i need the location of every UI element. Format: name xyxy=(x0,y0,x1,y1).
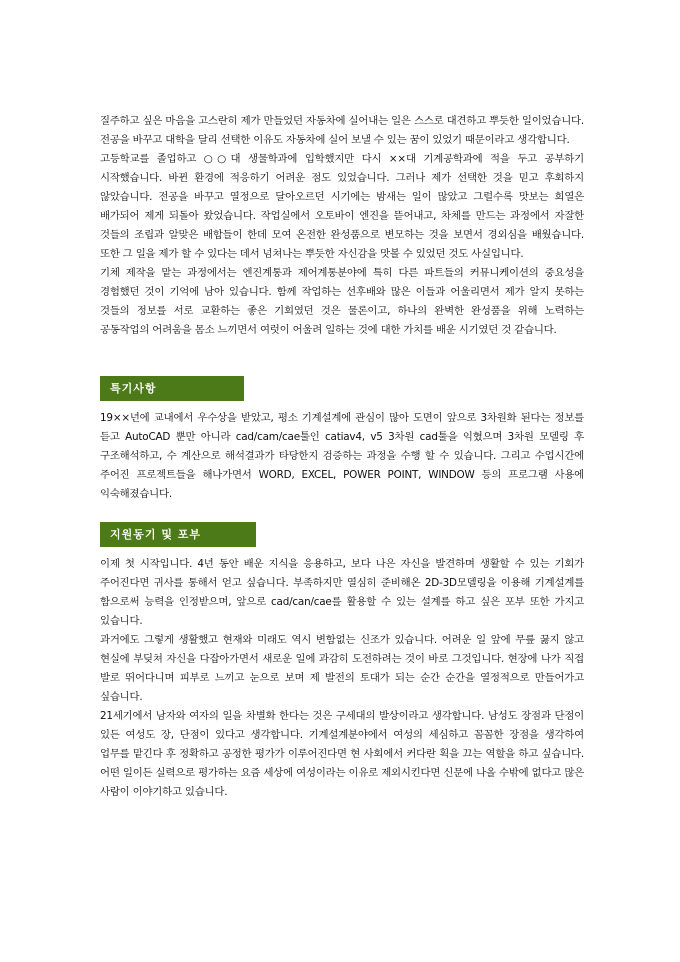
paragraph: 고등학교를 졸업하고 ○○대 생물학과에 입학했지만 다시 ××대 기계공학과에 적을 두고 공부하기 시작했습니다. 바뀐 환경에 적응하기 어려운 점도 있었습니다. 그러나 제가 선택한 것을 믿고 후회하지 않았습니다. 전공을 바꾸고 열정으로 달아오르던 시기에는 밤새는 일이 많았고 그럴수록 맛보는 희열은 배가되어 제게 되돌아 왔었습니다. 작업실에서 오토바이 엔진을 뜯어내고, 차체를 만드는 과정에서 자잘한 것들의 조립과 알맞은 배합들이 한데 모여 온전한 완성품으로 변모하는 것을 보면서 경외심을 배웠습니다. 또한 그 일을 제가 할 수 있다는 데서 넘쳐나는 뿌듯한 자신감을 맛볼 수 있었던 것도 사실입니다. xyxy=(100,153,584,260)
document-body xyxy=(100,112,584,802)
section-header-motivation: 지원동기 및 포부 xyxy=(100,522,256,547)
intro-section xyxy=(100,112,584,340)
paragraph: 질주하고 싶은 마음을 고스란히 제가 만들었던 자동차에 실어내는 일은 스스로 대견하고 뿌듯한 일이었습니다. 전공을 바꾸고 대학을 달리 선택한 이유도 자동차에 실어 보낼 수 있는 꿈이 있었기 때문이라고 생각합니다. xyxy=(100,115,584,146)
motivation-section xyxy=(100,555,584,802)
paragraph: 19××년에 교내에서 우수상을 받았고, 평소 기계설계에 관심이 많아 도면이 앞으로 3차원화 된다는 정보를 듣고 AutoCAD 뿐만 아니라 cad/cam/cae툴인 catiav4, v5 3차원 cad툴을 익혔으며 3차원 모델링 후 구조해석하고, 수 계산으로 해석결과가 타당한지 검증하는 과정을 수행 할 수 있습니다. 그리고 수업시간에 주어진 프로젝트들을 해나가면서 WORD, EXCEL, POWER POINT, WINDOW 등의 프로그램 사용에 익숙해졌습니다. xyxy=(100,412,584,500)
special-notes-section xyxy=(100,409,584,504)
paragraph: 21세기에서 남자와 여자의 일을 차별화 한다는 것은 구세대의 발상이라고 생각합니다. 남성도 장점과 단점이 있든 여성도 장, 단점이 있다고 생각합니다. 기계설계분야에서 여성의 세심하고 꼼꼼한 장점을 생각하여 업무를 맡긴다 후 정확하고 공정한 평가가 이루어진다면 현 사회에서 커다란 획을 끄는 역할을 하고 싶습니다. 어떤 일이든 실력으로 평가하는 요즘 세상에 여성이라는 이유로 제외시킨다면 신문에 나올 수밖에 없다고 많은 사람이 이야기하고 있습니다. xyxy=(100,710,584,798)
paragraph: 과거에도 그렇게 생활했고 현재와 미래도 역시 변함없는 신조가 있습니다. 어려운 일 앞에 무릎 꿇지 않고 현실에 부딪쳐 자신을 다잡아가면서 새로운 일에 과감히 도전하려는 것이 바로 그것입니다. 현장에 나가 직접 발로 뛰어다니며 피부로 느끼고 눈으로 보며 제 발전의 토대가 되는 순간 순간을 열정적으로 만들어가고 싶습니다. xyxy=(100,634,584,703)
paragraph: 기체 제작을 맡는 과정에서는 엔진계통과 제어계통분야에 특히 다른 파트들의 커뮤니케이션의 중요성을 경험했던 것이 기억에 남아 있습니다. 함께 작업하는 선후배와 많은 이들과 어울리면서 제가 알지 못하는 것들의 정보를 서로 교환하는 좋은 기회였던 것은 물론이고, 하나의 완벽한 완성품을 위해 노력하는 공동작업의 어려움을 몸소 느끼면서 여럿이 어울려 일하는 것에 대한 가치를 배운 시기였던 것 같습니다. xyxy=(100,267,584,336)
section-header-special-notes: 특기사항 xyxy=(100,376,244,401)
paragraph: 이제 첫 시작입니다. 4년 동안 배운 지식을 응용하고, 보다 나은 자신을 발견하며 생활할 수 있는 기회가 주어진다면 귀사를 통해서 얻고 싶습니다. 부족하지만 열심히 준비해온 2D-3D모델링을 이용해 기계설계를 함으로써 능력을 인정받으며, 앞으로 cad/can/cae를 활용할 수 있는 설계를 하고 싶은 포부 또한 가지고 있습니다. xyxy=(100,558,584,627)
